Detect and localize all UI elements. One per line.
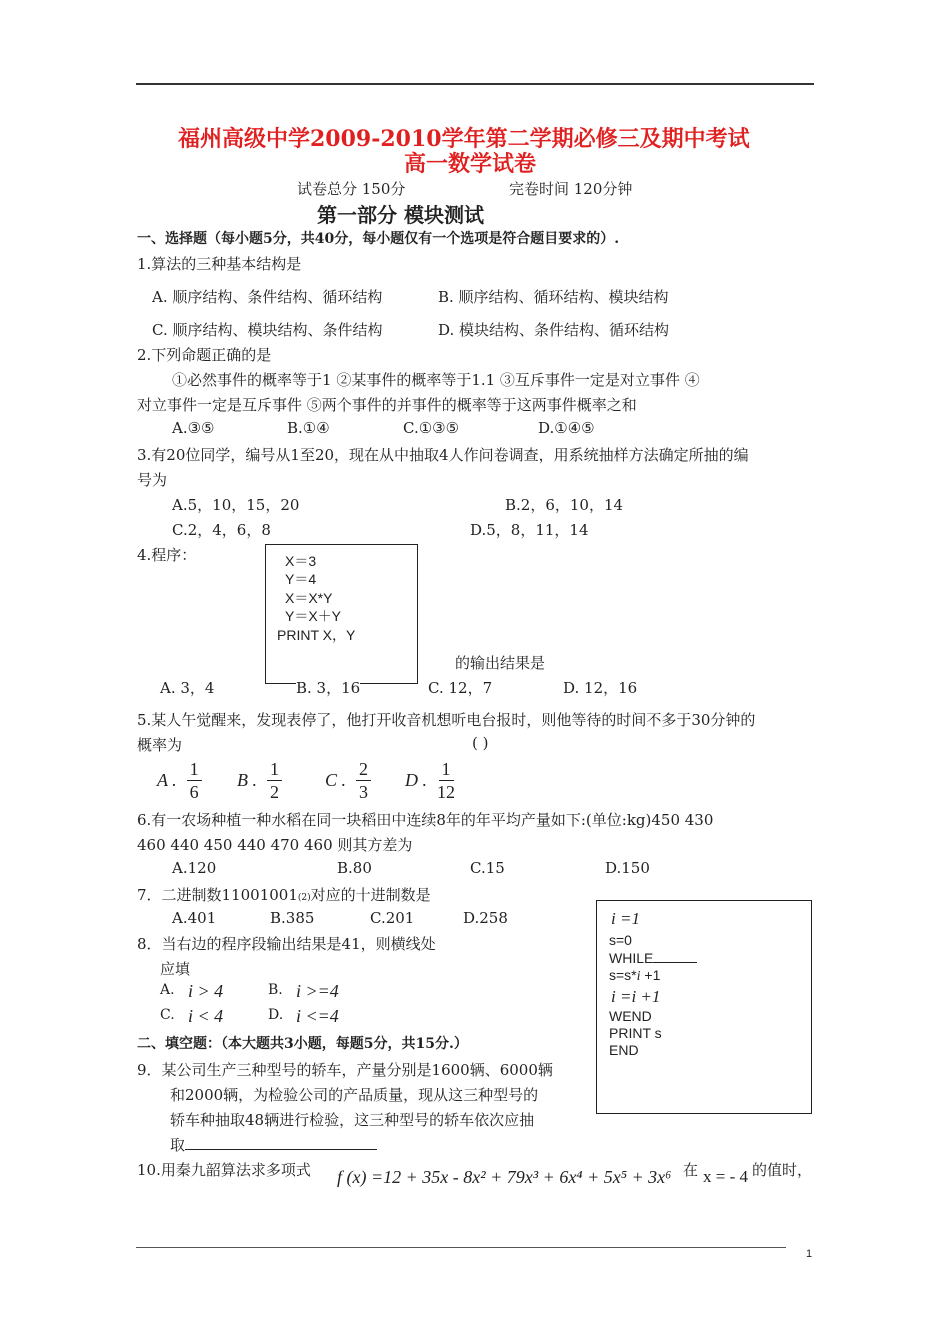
q5-option-d-label: D . [405,770,427,790]
q6-option-d: D.150 [605,859,650,877]
q8-option-a-expr: i > 4 [188,981,224,1001]
q7-option-a: A.401 [172,909,217,927]
q6-option-c: C.15 [470,859,505,877]
part-title: 第一部分 模块测试 [317,203,484,227]
q5-stem-line2: 概率为 [137,736,183,754]
q6-option-a: A.120 [172,859,217,877]
q4-tail: 的输出结果是 [455,654,546,672]
q8-code-line3 [609,948,697,968]
q8-code-line1: i =1 [611,909,640,928]
q5-option-d [405,758,455,803]
q8-option-b-expr: i >=4 [296,981,339,1001]
top-rule [136,83,814,85]
q8-code-line8: END [609,1042,639,1058]
q4-option-a: A. 3，4 [160,679,215,697]
q5-option-b-label: B . [237,770,257,790]
q8-stem-line1: 8．当右边的程序段输出结果是41，则横线处 [137,935,436,953]
q10-polynomial: f (x) =12 + 35x - 8x² + 79x³ + 6x⁴ + 5x⁵ + 3x⁶ [337,1167,672,1187]
q1-option-c: C. 顺序结构、模块结构、条件结构 [152,321,383,339]
q4-code-line3: X＝X*Y [285,590,333,606]
q4-code-line5: PRINT X，Y [277,627,356,643]
q8-code-line7: PRINT s [609,1025,662,1041]
q5-option-c-label: C . [325,770,347,790]
exam-time: 完卷时间 120分钟 [509,180,633,198]
q5-option-c-den: 3 [359,782,369,802]
bottom-rule [136,1247,786,1248]
q1-stem: 1.算法的三种基本结构是 [137,255,302,273]
q3-stem-line2: 号为 [137,471,168,489]
q5-option-b-num: 1 [267,758,282,781]
q4-option-c: C. 12，7 [428,679,493,697]
q4-code-line4: Y＝X＋Y [285,608,342,624]
q4-code-line1: X＝3 [285,553,317,569]
q7-stem-sub: (2) [297,893,311,903]
q8-stem-line2: 应填 [160,960,191,978]
q4-option-d: D. 12，16 [563,679,638,697]
q10-tail: 的值时， [752,1161,813,1179]
q1-option-a: A. 顺序结构、条件结构、循环结构 [152,288,383,306]
q8-code-line4-i: i [636,969,641,984]
q5-option-c [325,758,371,803]
section2-heading: 二、填空题：（本大题共3小题，每题5分，共15分.） [137,1036,468,1052]
q4-code-line2: Y＝4 [285,571,317,587]
q10-x-value: x = - 4 [703,1167,748,1186]
q5-option-c-num: 2 [356,758,371,781]
q9-answer-blank[interactable] [185,1134,377,1150]
q5-option-a [157,758,202,803]
q3-option-d: D.5，8，11，14 [470,521,589,539]
q8-code-line2: s=0 [609,932,632,948]
q5-stem-line1: 5.某人午觉醒来，发现表停了，他打开收音机想听电台报时，则他等待的时间不多于30分钟的 [137,711,756,729]
q10-at: 在 [683,1161,699,1179]
q2-option-a: A.③⑤ [172,419,215,437]
q2-line1: ①必然事件的概率等于1 ②某事件的概率等于1.1 ③互斥事件一定是对立事件 ④ [172,371,700,389]
q9-line1: 9．某公司生产三种型号的轿车，产量分别是1600辆、6000辆 [137,1061,553,1079]
q4-option-b: B. 3，16 [296,679,361,697]
q8-code-line4 [609,966,660,987]
q5-option-a-den: 6 [189,782,199,802]
q2-option-d: D.①④⑤ [538,419,595,437]
q8-option-a-label: A. [160,982,175,998]
total-score: 试卷总分 150分 [297,180,406,198]
q2-line2: 对立事件一定是互斥事件 ⑤两个事件的并事件的概率等于这两事件概率之和 [137,396,637,414]
section1-heading: 一、选择题（每小题5分，共40分，每小题仅有一个选项是符合题目要求的）. [137,231,620,247]
q3-stem-line1: 3.有20位同学，编号从1至20，现在从中抽取4人作问卷调查，用系统抽样方法确定所抽的编 [137,446,749,464]
exam-title: 福州高级中学2009-2010学年第二学期必修三及期中考试 [178,126,750,152]
q5-option-a-label: A . [157,770,177,790]
q8-option-b-label: B. [268,982,283,998]
q5-option-d-den: 12 [437,782,455,802]
q8-code-line4-post: +1 [640,967,661,983]
q7-stem-pre: 7．二进制数11001001 [137,886,298,904]
q5-option-a-num: 1 [187,758,202,781]
q2-option-c: C.①③⑤ [403,419,460,437]
q4-stem: 4.程序： [137,546,197,564]
q9-line4-text: 取 [170,1136,186,1154]
q8-option-c-label: C. [160,1007,175,1023]
q5-option-b-den: 2 [270,782,279,802]
q9-line3: 轿车种抽取48辆进行检验，这三种型号的轿车依次应抽 [170,1111,535,1129]
q3-option-b: B.2，6，10，14 [505,496,624,514]
q8-blank [653,948,697,963]
q6-stem-line1: 6.有一农场种植一种水稻在同一块稻田中连续8年的年平均产量如下:(单位:kg)450 430 [137,811,714,829]
q8-option-d-expr: i <=4 [296,1006,339,1026]
q8-option-c-expr: i < 4 [188,1006,224,1026]
q8-code-line4-pre: s=s* [609,967,637,983]
q6-stem-line2: 460 440 450 440 470 460 则其方差为 [137,836,413,854]
q5-answer-paren: ( ) [472,734,489,752]
q8-option-d-label: D. [268,1007,284,1023]
q7-stem-post: 对应的十进制数是 [310,886,431,904]
q9-line4 [170,1134,377,1155]
q7-option-b: B.385 [270,909,315,927]
q1-option-d: D. 模块结构、条件结构、循环结构 [438,321,670,339]
q5-option-d-num: 1 [439,758,454,781]
q2-option-b: B.①④ [287,419,330,437]
q10-stem: 10.用秦九韶算法求多项式 [137,1161,311,1179]
q2-stem: 2.下列命题正确的是 [137,346,272,364]
q8-code-line6: WEND [609,1008,652,1024]
page-number: 1 [806,1248,813,1260]
q3-option-c: C.2，4，6，8 [172,521,271,539]
q9-line2: 和2000辆，为检验公司的产品质量，现从这三种型号的 [170,1086,539,1104]
q7-option-c: C.201 [370,909,415,927]
q8-code-while: WHILE [609,950,654,966]
q6-option-b: B.80 [337,859,372,877]
q3-option-a: A.5，10，15，20 [172,496,300,514]
exam-subtitle: 高一数学试卷 [404,151,537,177]
q7-option-d: D.258 [463,909,508,927]
q5-option-b [237,758,282,803]
q8-code-line5: i =i +1 [611,987,661,1006]
q1-option-b: B. 顺序结构、循环结构、模块结构 [438,288,669,306]
q7-stem [137,884,431,905]
